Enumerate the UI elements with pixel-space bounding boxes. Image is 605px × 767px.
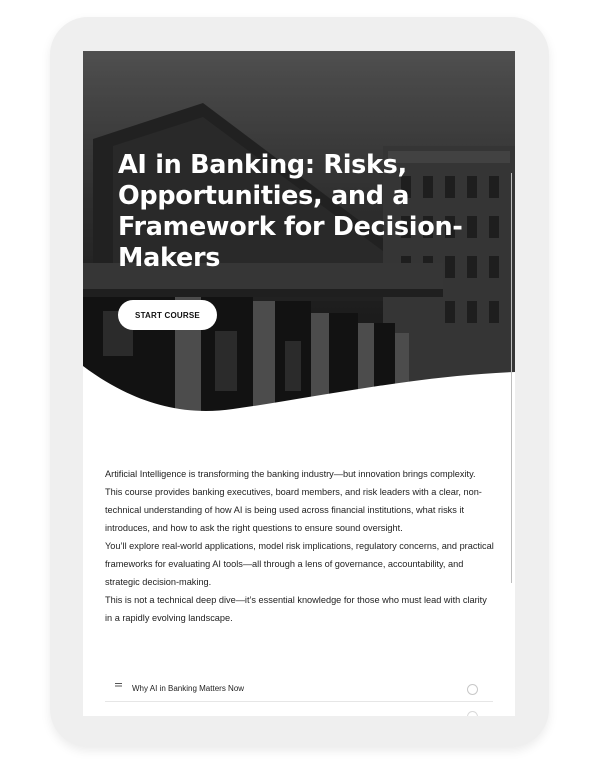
start-course-button[interactable]: START COURSE xyxy=(118,300,217,330)
lesson-status-circle-icon xyxy=(467,684,478,695)
tablet-screen xyxy=(83,51,515,716)
scrollbar[interactable] xyxy=(511,173,512,583)
lesson-title: Why AI in Banking Matters Now xyxy=(132,684,245,693)
hero-curve-divider xyxy=(83,366,515,416)
description-paragraph: Artificial Intelligence is transforming the banking industry—but innovation brings complexity. This course provides banking executives, board members, and risk leaders with a clear, non-technical understanding of how AI is being used across financial institutions, what risks it introduces, and how to ask the right questions to ensure sound oversight. xyxy=(105,469,482,533)
description-paragraph: You’ll explore real-world applications, model risk implications, regulatory concerns, and practical frameworks for evaluating AI tools—all through a lens of governance, accountability, and strategic decision-making. xyxy=(105,541,494,587)
course-title: AI in Banking: Risks, Opportunities, and a Framework for Decision-Makers xyxy=(118,150,463,273)
course-description xyxy=(105,465,495,627)
description-paragraph: This is not a technical deep dive—it’s essential knowledge for those who must lead with clarity in a rapidly evolving landscape. xyxy=(105,595,487,623)
hero-banner xyxy=(83,51,515,411)
lesson-item[interactable] xyxy=(105,679,493,702)
lesson-status-circle-icon xyxy=(467,711,478,716)
tablet-frame xyxy=(50,17,549,747)
lesson-lines-icon xyxy=(115,683,123,689)
